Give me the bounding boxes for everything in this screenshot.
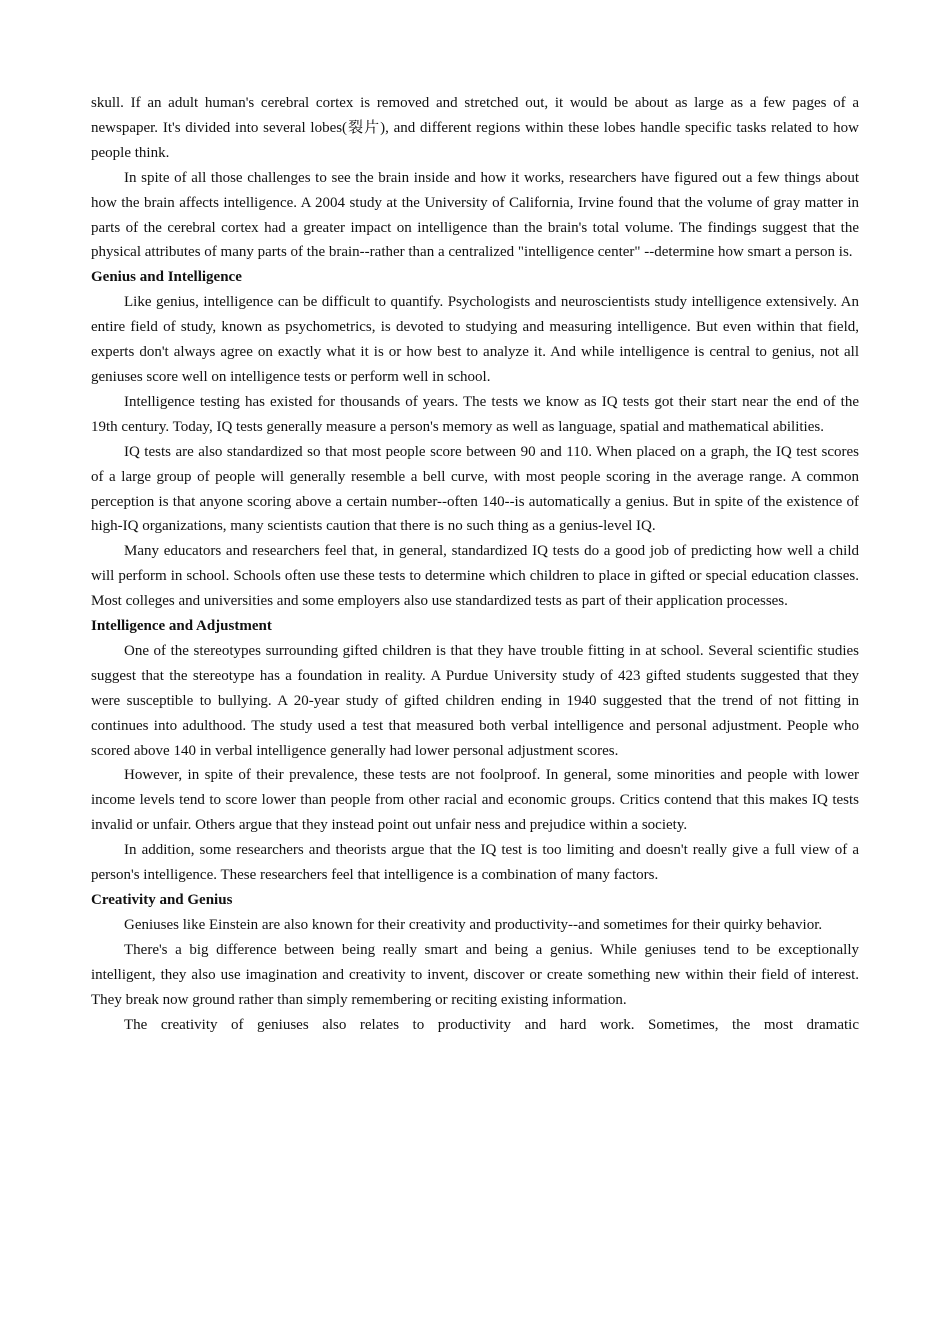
document-page bbox=[91, 91, 859, 1037]
paragraph-cerebral-cortex: skull. If an adult human's cerebral cortex is removed and stretched out, it would be about as large as a few pages of a newspaper. It's divided into several lobes(裂片), and different regions within these lobes handle specific tasks related to how people think. bbox=[91, 95, 859, 161]
section-heading-creativity-genius: Creativity and Genius bbox=[91, 892, 233, 908]
paragraph-intelligence-testing-history: Intelligence testing has existed for thousands of years. The tests we know as IQ tests got their start near the end of the 19th century. Today, IQ tests generally measure a person's memory as well as language, spatial and mathematical abilities. bbox=[91, 393, 859, 435]
paragraph-iq-limiting: In addition, some researchers and theorists argue that the IQ test is too limiting and doesn't really give a full view of a person's intelligence. These researchers feel that intelligence is a combination of many factors. bbox=[91, 842, 859, 884]
paragraph-quantify-intelligence: Like genius, intelligence can be difficult to quantify. Psychologists and neuroscientists study intelligence extensively. An entire field of study, known as psychometrics, is devoted to studying and measuring intelligence. But even within that field, experts don't always agree on exactly what it is or how best to analyze it. And while intelligence is central to genius, not all geniuses score well on intelligence tests or perform well in school. bbox=[91, 294, 859, 385]
section-heading-intelligence-adjustment: Intelligence and Adjustment bbox=[91, 618, 272, 635]
paragraph-tests-not-foolproof: However, in spite of their prevalence, these tests are not foolproof. In general, some minorities and people with lower income levels tend to score lower than people from other racial and economic groups. Critics contend that this makes IQ tests invalid or unfair. Others argue that they instead point out unfair ness and prejudice within a society. bbox=[91, 767, 859, 834]
paragraph-einstein-creativity: Geniuses like Einstein are also known for their creativity and productivity--and sometimes for their quirky behavior. bbox=[124, 916, 823, 933]
section-heading-genius-intelligence: Genius and Intelligence bbox=[91, 269, 242, 286]
paragraph-smart-vs-genius: There's a big difference between being really smart and being a genius. While geniuses tend to be exceptionally intelligent, they also use imagination and creativity to invent, discover or create something new within their field of interest. They break now ground rather than simply remembering or reciting existing information. bbox=[91, 941, 859, 1008]
paragraph-gifted-stereotypes: One of the stereotypes surrounding gifted children is that they have trouble fitting in at school. Several scientific studies suggest that the stereotype has a foundation in reality. A Purdue University study of 423 gifted students suggested that they were susceptible to bullying. A 20-year study of gifted children ending in 1940 suggested that the trend of not fitting in continues into adulthood. The study used a test that measured both verbal intelligence and personal adjustment. People who scored above 140 in verbal intelligence generally had lower personal adjustment scores. bbox=[91, 642, 859, 759]
paragraph-iq-standardized: IQ tests are also standardized so that most people score between 90 and 110. When placed on a graph, the IQ test scores of a large group of people will generally resemble a bell curve, with most people scoring in the average range. A common perception is that anyone scoring above a certain number--often 140--is automatically a genius. But in spite of the existence of high-IQ organizations, many scientists caution that there is no such thing as a genius-level IQ. bbox=[91, 443, 859, 535]
paragraph-brain-intelligence-study: In spite of all those challenges to see the brain inside and how it works, researchers have figured out a few things about how the brain affects intelligence. A 2004 study at the University of California, Irvine found that the volume of gray matter in parts of the cerebral cortex had a greater impact on intelligence than the brain's total volume. The findings suggest that the physical attributes of many parts of the brain--rather than a centralized "intelligence center" --determine how smart a person is. bbox=[91, 169, 859, 261]
paragraph-creativity-productivity: The creativity of geniuses also relates to productivity and hard work. Sometimes, the most dramatic bbox=[124, 1016, 859, 1033]
paragraph-educators-iq-tests: Many educators and researchers feel that, in general, standardized IQ tests do a good job of predicting how well a child will perform in school. Schools often use these tests to determine which children to place in gifted or special education classes. Most colleges and universities and some employers also use standardized tests as part of their application processes. bbox=[91, 543, 859, 610]
